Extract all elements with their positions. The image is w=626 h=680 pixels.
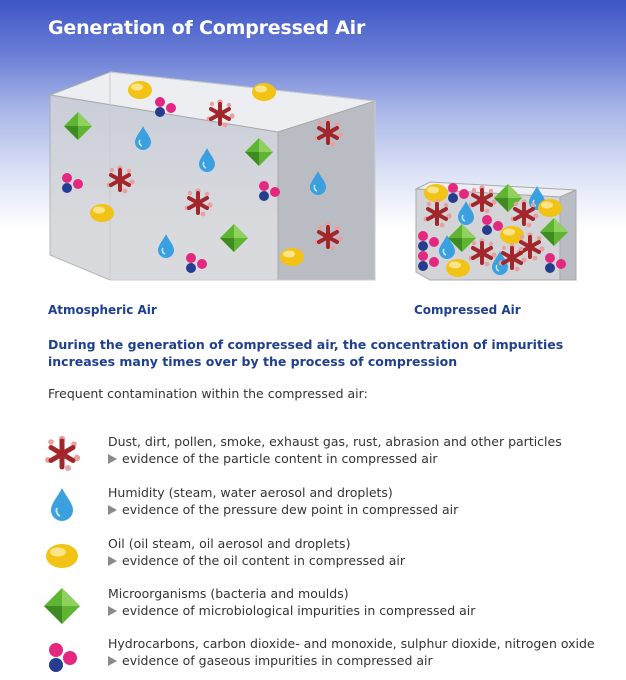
atmospheric-air-box — [50, 72, 375, 280]
water-drop-icon — [44, 485, 80, 525]
description-text: During the generation of compressed air, the concentration of impurities increases many times over by the process of compression — [48, 337, 564, 369]
atmospheric-air-label: Atmospheric Air — [48, 303, 157, 317]
arrow-icon — [108, 454, 117, 464]
legend-item-gases — [0, 636, 626, 680]
legend-sub-text: evidence of microbiological impurities in compressed air — [108, 603, 475, 618]
legend-sub-text: evidence of gaseous impurities in compressed air — [108, 653, 433, 668]
compressed-air-box — [416, 182, 576, 280]
legend-sub-text: evidence of the oil content in compressed air — [108, 553, 405, 568]
asterisk-particle-icon — [44, 434, 80, 474]
legend-main-text: Dust, dirt, pollen, smoke, exhaust gas, rust, abrasion and other particles — [108, 434, 562, 449]
intro-text: Frequent contamination within the compressed air: — [48, 386, 368, 401]
compressed-air-label: Compressed Air — [414, 303, 521, 317]
legend-sub-text: evidence of the pressure dew point in compressed air — [108, 502, 458, 517]
arrow-icon — [108, 556, 117, 566]
legend-main-text: Microorganisms (bacteria and moulds) — [108, 586, 349, 601]
legend-item-oil — [0, 536, 626, 580]
page-title: Generation of Compressed Air — [48, 17, 366, 39]
compression-diagram — [0, 0, 626, 300]
legend-item-humidity — [0, 485, 626, 529]
microorganism-diamond-icon — [44, 586, 80, 626]
arrow-icon — [108, 606, 117, 616]
legend-sub-text: evidence of the particle content in compressed air — [108, 451, 438, 466]
legend-main-text: Oil (oil steam, oil aerosol and droplets) — [108, 536, 351, 551]
legend-item-microorganisms — [0, 586, 626, 630]
legend-main-text: Humidity (steam, water aerosol and droplets) — [108, 485, 393, 500]
legend-main-text: Hydrocarbons, carbon dioxide- and monoxide, sulphur dioxide, nitrogen oxide — [108, 636, 595, 651]
gas-molecule-icon — [44, 636, 80, 676]
oil-drop-icon — [44, 536, 80, 576]
legend-item-particles — [0, 434, 626, 478]
arrow-icon — [108, 656, 117, 666]
arrow-icon — [108, 505, 117, 515]
